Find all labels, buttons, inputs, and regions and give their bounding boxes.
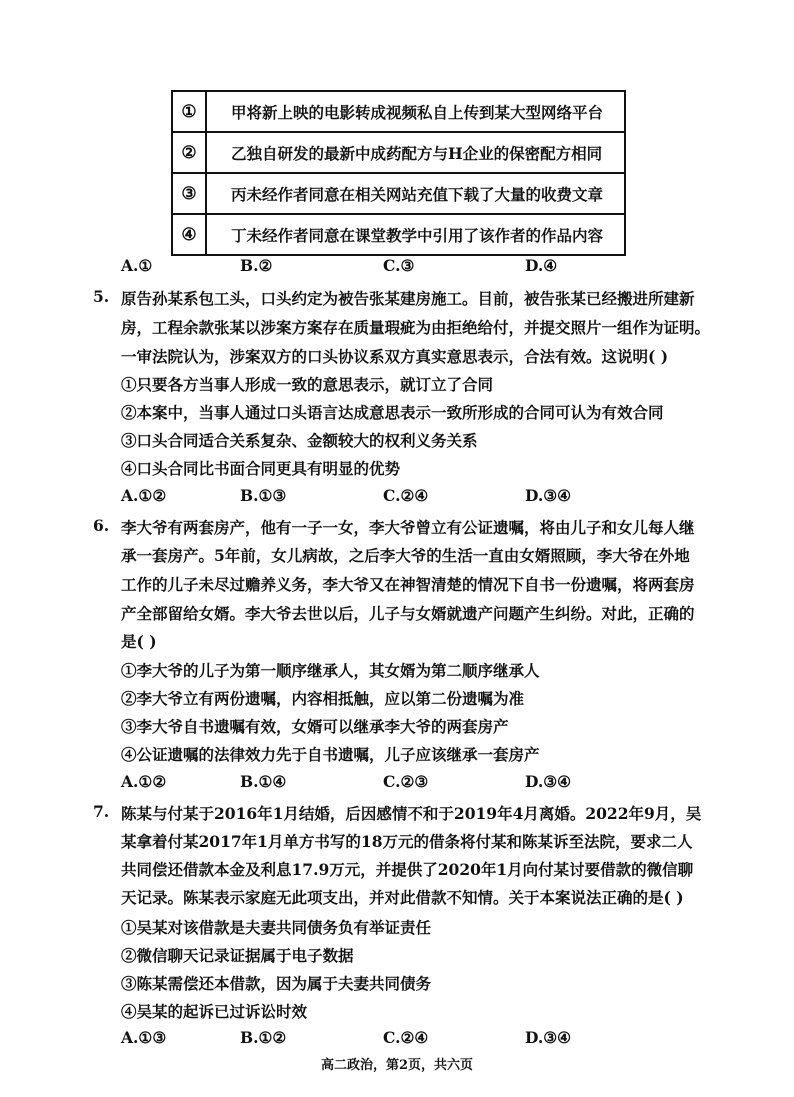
table-row-number: ① — [172, 91, 206, 132]
table-row — [172, 132, 625, 173]
q6-option-b[interactable]: B.①④ — [240, 772, 287, 791]
question-6-stem-line: 产全部留给女婿。李大爷去世以后，儿子与女婿就遗产问题产生纠纷。对此，正确的 — [121, 604, 695, 623]
question-6-number: 6. — [93, 516, 110, 535]
q4-option-c[interactable]: C.③ — [383, 256, 415, 275]
question-6-stem-line: 工作的儿子未尽过赡养义务，李大爷又在神智清楚的情况下自书一份遗嘱，将两套房 — [121, 575, 695, 594]
question-6-statement: ②李大爷立有两份遗嘱，内容相抵触，应以第二份遗嘱为准 — [121, 689, 525, 708]
table-row — [172, 91, 625, 132]
question-7-stem-line: 天记录。陈某表示家庭无此项支出，并对此借款不知情。关于本案说法正确的是( ) — [121, 888, 684, 907]
q5-option-a[interactable]: A.①② — [121, 486, 167, 505]
question-7-statement: ①吴某对该借款是夫妻共同债务负有举证责任 — [121, 918, 432, 937]
question-5-number: 5. — [93, 287, 110, 306]
q7-option-d[interactable]: D.③④ — [525, 1028, 572, 1047]
q6-option-c[interactable]: C.②③ — [383, 772, 429, 791]
q6-option-a[interactable]: A.①② — [121, 772, 167, 791]
question-6-stem-line: 承一套房产。5年前，女儿病故，之后李大爷的生活一直由女婿照顾，李大爷在外地 — [121, 546, 690, 565]
q7-option-b[interactable]: B.①② — [240, 1028, 287, 1047]
q5-option-c[interactable]: C.②④ — [383, 486, 429, 505]
table-row-number: ② — [172, 132, 206, 173]
table-row-text: 丁未经作者同意在课堂教学中引用了该作者的作品内容 — [206, 214, 625, 255]
page-footer: 高二政治，第2页，共六页 — [320, 1058, 474, 1073]
table-row — [172, 214, 625, 255]
q5-option-b[interactable]: B.①③ — [240, 486, 287, 505]
question-7-stem-line: 陈某与付某于2016年1月结婚，后因感情不和于2019年4月离婚。2022年9月，吴 — [121, 804, 702, 823]
table-row-text: 丙未经作者同意在相关网站充值下载了大量的收费文章 — [206, 173, 625, 214]
q7-option-c[interactable]: C.②④ — [383, 1028, 429, 1047]
question-5-statement: ③口头合同适合关系复杂、金额较大的权利义务关系 — [121, 431, 478, 450]
table-row-number: ③ — [172, 173, 206, 214]
question-6-statement: ①李大爷的儿子为第一顺序继承人，其女婿为第二顺序继承人 — [121, 661, 540, 680]
question-6-statement: ③李大爷自书遗嘱有效，女婿可以继承李大爷的两套房产 — [121, 717, 509, 736]
q6-option-d[interactable]: D.③④ — [525, 772, 572, 791]
q5-option-d[interactable]: D.③④ — [525, 486, 572, 505]
q4-option-d[interactable]: D.④ — [525, 256, 558, 275]
question-7-stem-line: 某拿着付某2017年1月单方书写的18万元的借条将付某和陈某诉至法院，要求二人 — [121, 832, 693, 851]
table-row-text: 乙独自研发的最新中成药配方与H企业的保密配方相同 — [206, 132, 625, 173]
question-7-statement: ②微信聊天记录证据属于电子数据 — [121, 946, 354, 965]
question-7-statement: ④吴某的起诉已过诉讼时效 — [121, 1002, 308, 1021]
question-6-statement: ④公证遗嘱的法律效力先于自书遗嘱，儿子应该继承一套房产 — [121, 745, 540, 764]
table-row-text: 甲将新上映的电影转成视频私自上传到某大型网络平台 — [206, 91, 625, 132]
question-5-stem-line: 原告孙某系包工头，口头约定为被告张某建房施工。目前，被告张某已经搬进所建新 — [121, 289, 695, 308]
question-7-stem-line: 共同偿还借款本金及利息17.9万元，并提供了2020年1月向付某讨要借款的微信聊 — [121, 860, 694, 879]
q7-option-a[interactable]: A.①③ — [121, 1028, 167, 1047]
question-6-stem-line: 李大爷有两套房产，他有一子一女，李大爷曾立有公证遗嘱，将由儿子和女儿每人继 — [121, 518, 695, 537]
question-7-statement: ③陈某需偿还本借款，因为属于夫妻共同债务 — [121, 974, 432, 993]
question-5-stem-line: 一审法院认为，涉案双方的口头协议系双方真实意思表示，合法有效。这说明( ) — [121, 347, 669, 366]
question-7-number: 7. — [93, 802, 110, 821]
question-6-stem-line: 是( ) — [121, 632, 157, 651]
question-5-statement: ④口头合同比书面合同更具有明显的优势 — [121, 459, 401, 478]
question-5-statement: ①只要各方当事人形成一致的意思表示，就订立了合同 — [121, 375, 494, 394]
question-5-statement: ②本案中，当事人通过口头语言达成意思表示一致所形成的合同可认为有效合同 — [121, 403, 664, 422]
statement-table — [171, 90, 626, 256]
question-5-stem-line: 房，工程余款张某以涉案方案存在质量瑕疵为由拒绝给付，并提交照片一组作为证明。 — [121, 318, 711, 337]
q4-option-b[interactable]: B.② — [240, 256, 273, 275]
table-row-number: ④ — [172, 214, 206, 255]
table-row — [172, 173, 625, 214]
q4-option-a[interactable]: A.① — [121, 256, 153, 275]
